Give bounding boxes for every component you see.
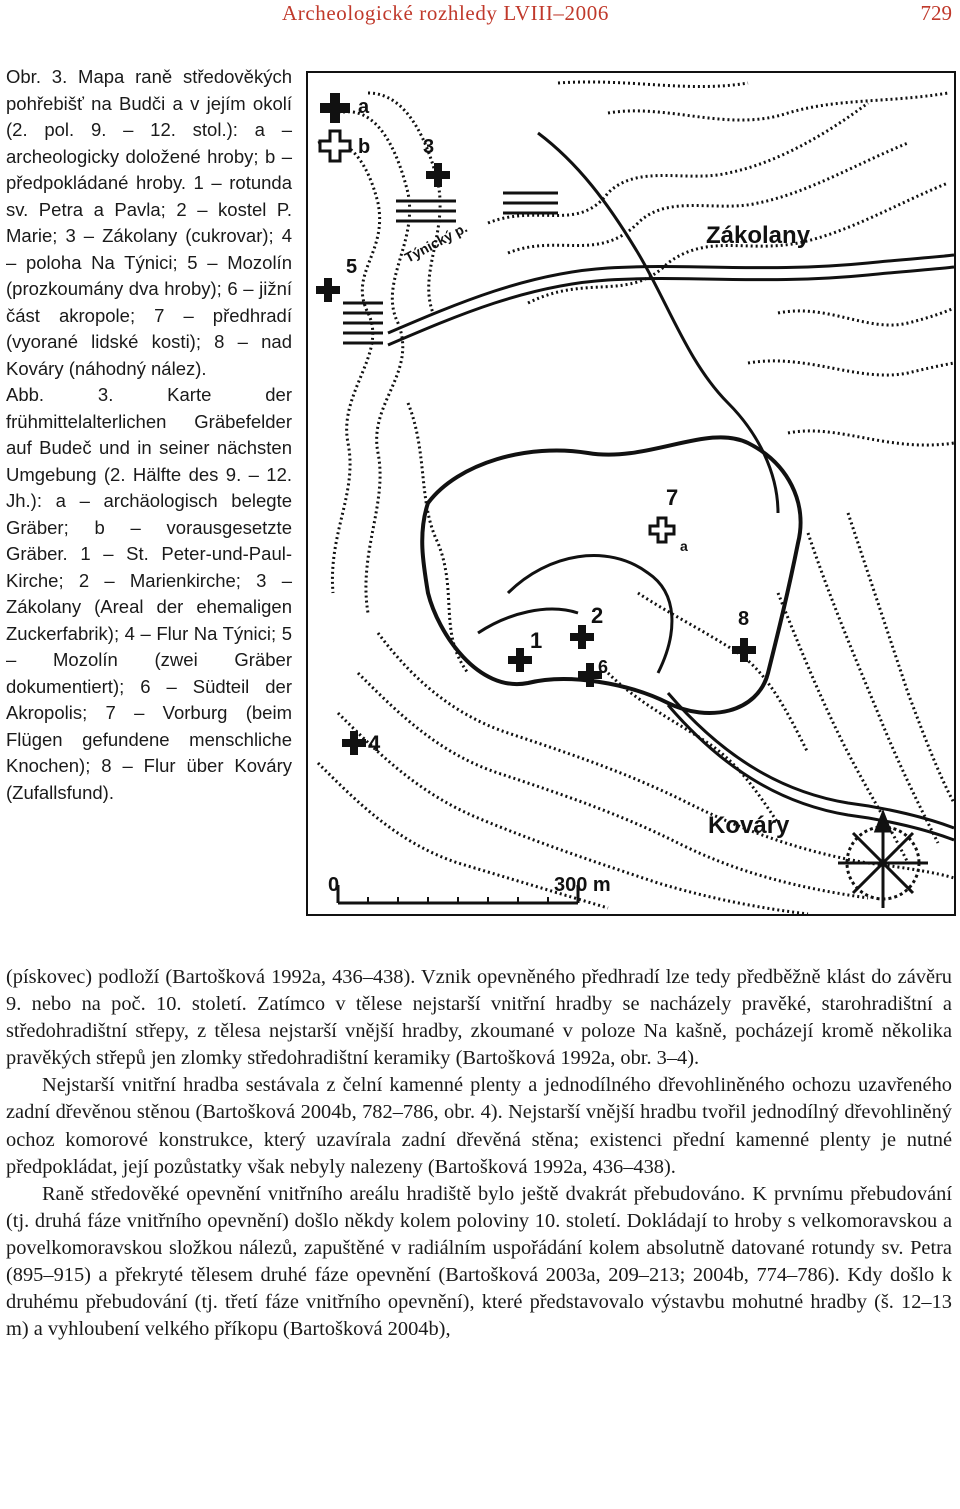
paragraph-3: Raně středověké opevnění vnitřního areálu hradiště bylo ještě dvakrát přebudováno. K prvnímu přebudování (tj. druhá fáze vnitřního opevnění) došlo někdy kolem poloviny 10. století. Dokládají to hroby s velkomoravskou a povelkomoravskou složkou nálezů, zapuštěné v radiálním uspořádání kolem absolutně datované rotundy sv. Petra (895–915) a překryté tělesem druhé fáze opevnění (Bartošková 2003a, 209–213; 2004b, 774–786). Kdy došlo k druhému přebudování (tj. třetí fáze vnitřního opevnění), které představovalo výstavbu mohutné hradby (š. 12–13 m) a vyhloubení velkého příkopu (Bartošková 2004b), [6,1182,952,1341]
place-zakolany: Zákolany [706,222,811,249]
legend [320,93,370,161]
plateau-boundary [422,437,800,713]
article-body [6,964,952,1343]
contour-lines [318,82,954,914]
contour-map [308,73,954,914]
site-1-cross-icon [508,648,532,672]
place-kovary: Kováry [708,812,790,839]
site-7-sub-label: a [680,538,688,554]
legend-b: b [358,136,371,158]
filled-cross-icon [320,93,350,123]
paragraph-1: (pískovec) podloží (Bartošková 1992a, 436–438). Vznik opevněného předhradí lze tedy předběžně klást do závěru 9. nebo na poč. 10. století. Zatímco v tělese nejstarší vnitřní hradby se nacházely pravěké, starohradištní a středohradištní střepy, z tělesa nejstarší vnější hradby, zkoumané v poloze Na kašně, pocházejí kromě několika pravěkých střepů jen zlomky středohradištní keramiky (Bartošková 1992a, obr. 3–4). [6,966,952,1070]
journal-title: Archeologické rozhledy LVIII–2006 [282,1,609,25]
site-5-label: 5 [346,256,358,278]
site-3-label: 3 [423,136,435,158]
site-4-label: 4 [368,731,381,756]
site-8-cross-icon [732,638,756,662]
map-figure [306,71,956,916]
caption-german: Abb. 3. Karte der frühmittelalterlichen Gräbefelder auf Budeč und in seiner nächsten Umgebung (2. Hälfte des 9. – 12. Jh.): a – archäologisch belegte Gräber; b – vorausgesetzte Gräber. 1 – St. Peter-und-Paul-Kirche; 2 – Marienkirche; 3 – Zákolany (Areal der ehemaligen Zuckerfabrik); 4 – Flur Na Týnici; 5 – Mozolín (zwei Gräber dokumentiert); 6 – Südteil der Akropolis; 7 – Vorburg (beim Flügen gefundene menschliche Knochen); 8 – Flur über Kováry (Zufallsfund). [6,384,292,803]
scale-end: 300 m [554,874,611,896]
site-6-label: 6 [598,657,609,677]
site-1-label: 1 [530,628,543,653]
site-7-cross-icon [650,518,674,542]
site-8-label: 8 [738,608,750,630]
inner-line [478,609,578,633]
caption-czech: Obr. 3. Mapa raně středověkých pohřebišť na Budči a v jejím okolí (2. pol. 9. – 12. stol.): a – archeologicky doložené hroby; b – předpokládané hroby. 1 – rotunda sv. Petra a Pavla; 2 – kostel P. Marie; 3 – Zákolany (cukrovar); 4 – poloha Na Týnici; 5 – Mozolín (prozkoumány dva hroby); 6 – jižní část akropole; 7 – předhradí (vyorané lidské kosti); 8 – nad Kováry (náhodný nález). [6,66,292,379]
paragraph-2: Nejstarší vnitřní hradba sestávala z čelní kamenné plenty a jednodílného dřevohliněného ochozu uzavřeného zadní dřevěnou stěnou (Bartošková 2004b, 782–786, obr. 4). Nejstarší vnější hradbu tvořil jednodílný dřevohliněný ochoz komorové konstrukce, který uzavírala zadní dřevěná stěna; existenci přední kamenné plenty je nutné předpokládat, její pozůstatky však nebyly nalezeny (Bartošková 1992a, 436–438). [6,1074,952,1178]
page-number: 729 [920,1,952,25]
acropolis-line [508,556,672,673]
site-4-cross-icon [342,731,366,755]
road-label: Týnický p. [401,219,470,266]
scale-bar [328,874,611,903]
site-markers [316,136,756,756]
scale-start: 0 [328,874,340,896]
running-head [0,0,960,30]
site-7-label: 7 [666,485,679,510]
figure-caption [6,64,292,806]
site-2-cross-icon [570,625,594,649]
site-2-label: 2 [591,603,604,628]
site-3-cross-icon [426,163,450,187]
open-cross-icon [320,131,350,161]
site-5-cross-icon [316,278,340,302]
legend-a: a [358,96,370,118]
